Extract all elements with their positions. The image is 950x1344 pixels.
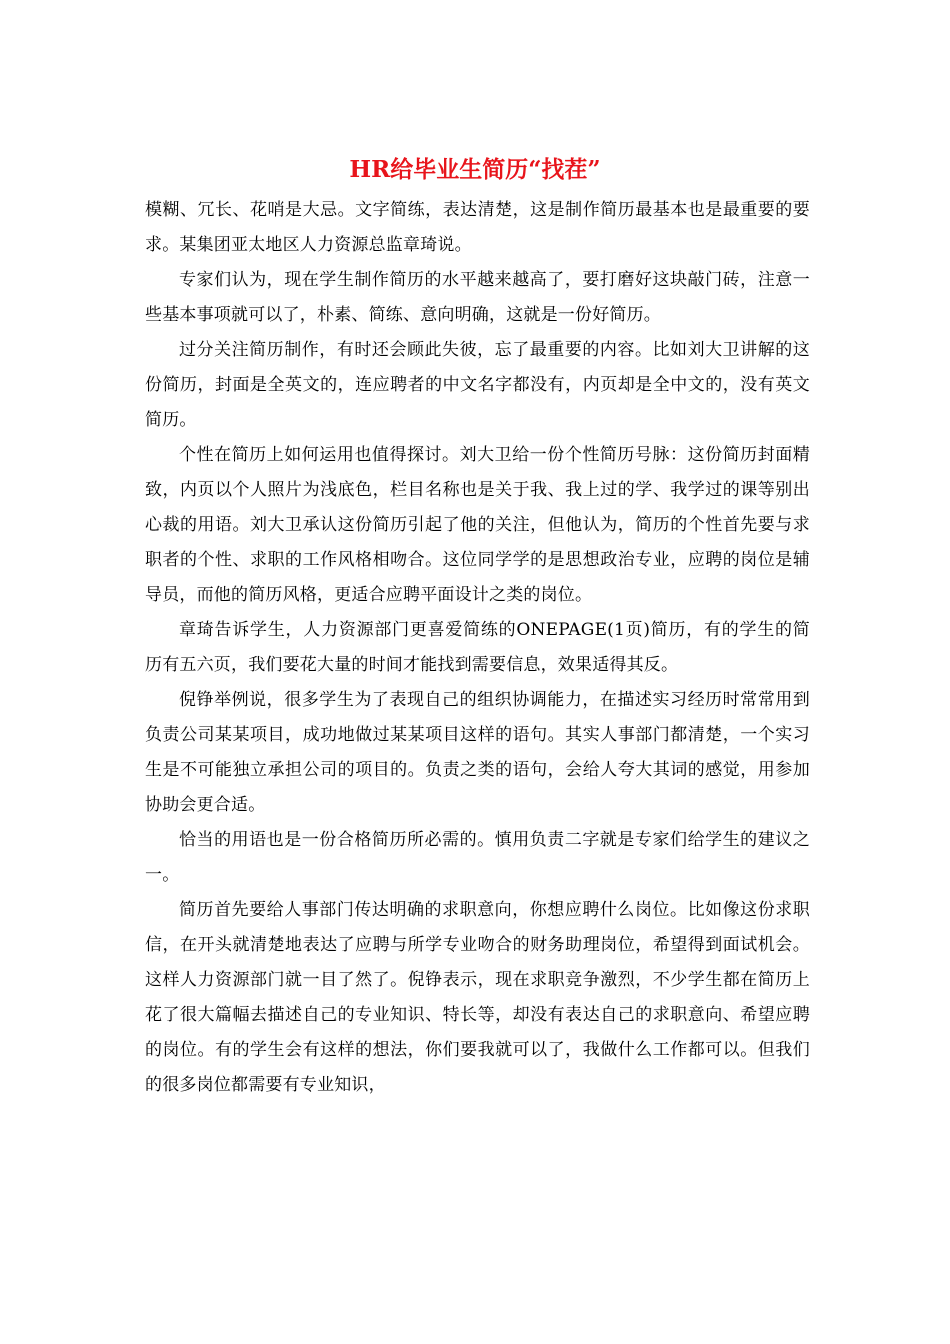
paragraph: 简历首先要给人事部门传达明确的求职意向，你想应聘什么岗位。比如像这份求职信，在开头就清楚地表达了应聘与所学专业吻合的财务助理岗位，希望得到面试机会。这样人力资源部门就一目了然了。倪铮表示，现在求职竞争激烈，不少学生都在简历上花了很大篇幅去描述自己的专业知识、特长等，却没有表达自己的求职意向、希望应聘的岗位。有的学生会有这样的想法，你们要我就可以了，我做什么工作都可以。但我们的很多岗位都需要有专业知识， — [145, 900, 810, 1095]
paragraph: 模糊、冗长、花哨是大忌。文字简练，表达清楚，这是制作简历最基本也是最重要的要求。某集团亚太地区人力资源总监章琦说。 — [145, 200, 810, 255]
document-body — [145, 193, 810, 1103]
paragraph: 章琦告诉学生，人力资源部门更喜爱简练的ONEPAGE(1页)简历，有的学生的简历有五六页，我们要花大量的时间才能找到需要信息，效果适得其反。 — [145, 620, 810, 675]
paragraph: 个性在简历上如何运用也值得探讨。刘大卫给一份个性简历号脉：这份简历封面精致，内页以个人照片为浅底色，栏目名称也是关于我、我上过的学、我学过的课等别出心裁的用语。刘大卫承认这份简历引起了他的关注，但他认为，简历的个性首先要与求职者的个性、求职的工作风格相吻合。这位同学学的是思想政治专业，应聘的岗位是辅导员，而他的简历风格，更适合应聘平面设计之类的岗位。 — [145, 445, 810, 605]
paragraph: 恰当的用语也是一份合格简历所必需的。慎用负责二字就是专家们给学生的建议之一。 — [145, 830, 810, 885]
paragraph: 专家们认为，现在学生制作简历的水平越来越高了，要打磨好这块敲门砖，注意一些基本事项就可以了，朴素、简练、意向明确，这就是一份好简历。 — [145, 270, 810, 325]
paragraph: 倪铮举例说，很多学生为了表现自己的组织协调能力，在描述实习经历时常常用到负责公司某某项目，成功地做过某某项目这样的语句。其实人事部门都清楚，一个实习生是不可能独立承担公司的项目的。负责之类的语句，会给人夸大其词的感觉，用参加协助会更合适。 — [145, 690, 810, 815]
document-title: HR给毕业生简历“找茬” — [349, 156, 601, 183]
paragraph: 过分关注简历制作，有时还会顾此失彼，忘了最重要的内容。比如刘大卫讲解的这份简历，封面是全英文的，连应聘者的中文名字都没有，内页却是全中文的，没有英文简历。 — [145, 340, 810, 430]
